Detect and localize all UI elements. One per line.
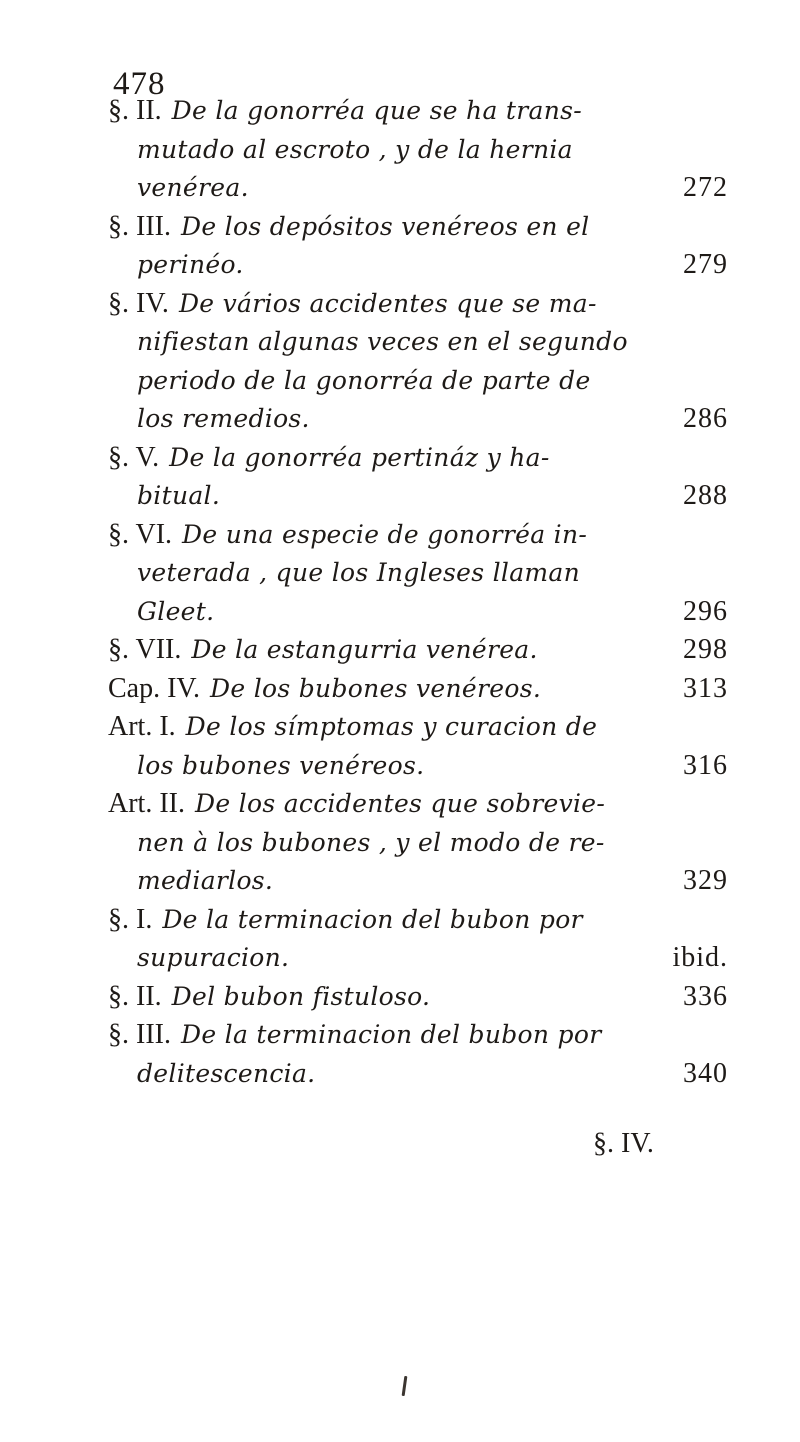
- section-label: §. II.: [108, 95, 162, 126]
- section-title: bitual.: [137, 481, 221, 510]
- toc-line: [108, 477, 728, 516]
- section-title: De los depósitos venéreos en el: [180, 211, 590, 241]
- toc-entry: [108, 285, 728, 439]
- toc-line: [108, 747, 728, 786]
- section-title: periodo de la gonorréa de parte de: [137, 365, 591, 395]
- section-label: §. III.: [108, 210, 171, 242]
- section-title: De los símptomas y curacion de: [185, 712, 598, 741]
- page-reference: 279: [683, 249, 728, 280]
- toc-line: [108, 670, 728, 709]
- toc-line: [108, 708, 728, 747]
- section-label: Art. II.: [108, 788, 185, 819]
- toc-line: [108, 400, 728, 439]
- page-reference: 329: [683, 865, 728, 896]
- section-title: veterada , que los Ingleses llaman: [137, 558, 581, 587]
- toc-entry: [108, 708, 728, 785]
- toc-entry: [108, 978, 728, 1017]
- toc-entry: [108, 439, 728, 516]
- section-title: nen à los bubones , y el modo de re-: [137, 827, 605, 857]
- section-title: De los accidentes que sobrevie-: [194, 789, 606, 818]
- toc-line: [108, 631, 728, 670]
- toc-entry: [108, 208, 728, 285]
- toc-line: [108, 901, 728, 940]
- toc-entry: [108, 901, 728, 978]
- toc-line: [108, 824, 728, 863]
- toc-entry: [108, 92, 728, 208]
- toc-line: [108, 939, 728, 978]
- section-title: los bubones venéreos.: [137, 750, 425, 780]
- section-label: §. V.: [108, 441, 160, 473]
- section-title: supuracion.: [137, 943, 290, 972]
- toc-line: [108, 362, 728, 401]
- section-label: Cap. IV.: [108, 672, 201, 704]
- toc-entry: [108, 631, 728, 670]
- page-reference: 272: [683, 172, 728, 203]
- toc-line: [108, 1055, 728, 1094]
- section-label: §. II.: [108, 980, 162, 1012]
- toc-line: [108, 208, 728, 247]
- section-title: Gleet.: [137, 596, 215, 626]
- page-reference: 313: [683, 672, 728, 704]
- toc-line: [108, 862, 728, 901]
- page-number: 478: [113, 66, 166, 102]
- toc-line: [108, 285, 728, 324]
- page-reference: ibid.: [672, 942, 728, 973]
- page-reference: 286: [683, 403, 728, 434]
- section-title: De la terminacion del bubon por: [180, 1020, 602, 1049]
- toc-entry: [108, 670, 728, 709]
- toc-line: [108, 1016, 728, 1055]
- section-title: De una especie de gonorréa in-: [182, 519, 588, 549]
- table-of-contents: [108, 92, 728, 1093]
- page-reference: 296: [683, 595, 728, 627]
- section-title: perinéo.: [137, 250, 244, 279]
- toc-line: [108, 978, 728, 1017]
- toc-line: [108, 593, 728, 632]
- section-title: mutado al escroto , y de la hernia: [137, 134, 573, 164]
- toc-entry: [108, 1016, 728, 1093]
- toc-line: [108, 131, 728, 170]
- section-title: Del bubon fistuloso.: [171, 981, 431, 1011]
- section-title: De vários accidentes que se ma-: [178, 288, 597, 318]
- section-title: mediarlos.: [137, 866, 274, 895]
- section-label: §. IV.: [108, 287, 169, 319]
- section-label: §. VI.: [108, 518, 173, 550]
- section-label: §. VII.: [108, 634, 182, 665]
- section-label: Art. I.: [108, 711, 176, 742]
- ink-mark: [402, 1376, 408, 1396]
- toc-line: [108, 785, 728, 824]
- toc-line: [108, 323, 728, 362]
- page-reference: 336: [683, 980, 728, 1012]
- page-reference: 288: [683, 480, 728, 511]
- section-title: De la estangurria venérea.: [191, 635, 538, 664]
- toc-line: [108, 439, 728, 478]
- toc-line: [108, 516, 728, 555]
- section-title: De la gonorréa que se ha trans-: [171, 96, 582, 125]
- toc-line: [108, 554, 728, 593]
- toc-entry: [108, 785, 728, 901]
- catchword: §. IV.: [593, 1128, 654, 1159]
- toc-line: [108, 169, 728, 208]
- section-label: §. I.: [108, 903, 153, 935]
- page-reference: 298: [683, 634, 728, 665]
- page-reference: 316: [683, 749, 728, 781]
- section-title: De los bubones venéreos.: [210, 673, 542, 703]
- toc-line: [108, 92, 728, 131]
- section-title: De la terminacion del bubon por: [162, 904, 583, 934]
- section-title: delitescencia.: [137, 1058, 316, 1088]
- section-label: §. III.: [108, 1019, 171, 1050]
- section-title: los remedios.: [137, 404, 310, 433]
- section-title: De la gonorréa pertináz y ha-: [169, 442, 550, 472]
- page-reference: 340: [683, 1057, 728, 1089]
- section-title: venérea.: [137, 173, 249, 202]
- toc-line: [108, 246, 728, 285]
- toc-entry: [108, 516, 728, 632]
- section-title: nifiestan algunas veces en el segundo: [137, 327, 628, 356]
